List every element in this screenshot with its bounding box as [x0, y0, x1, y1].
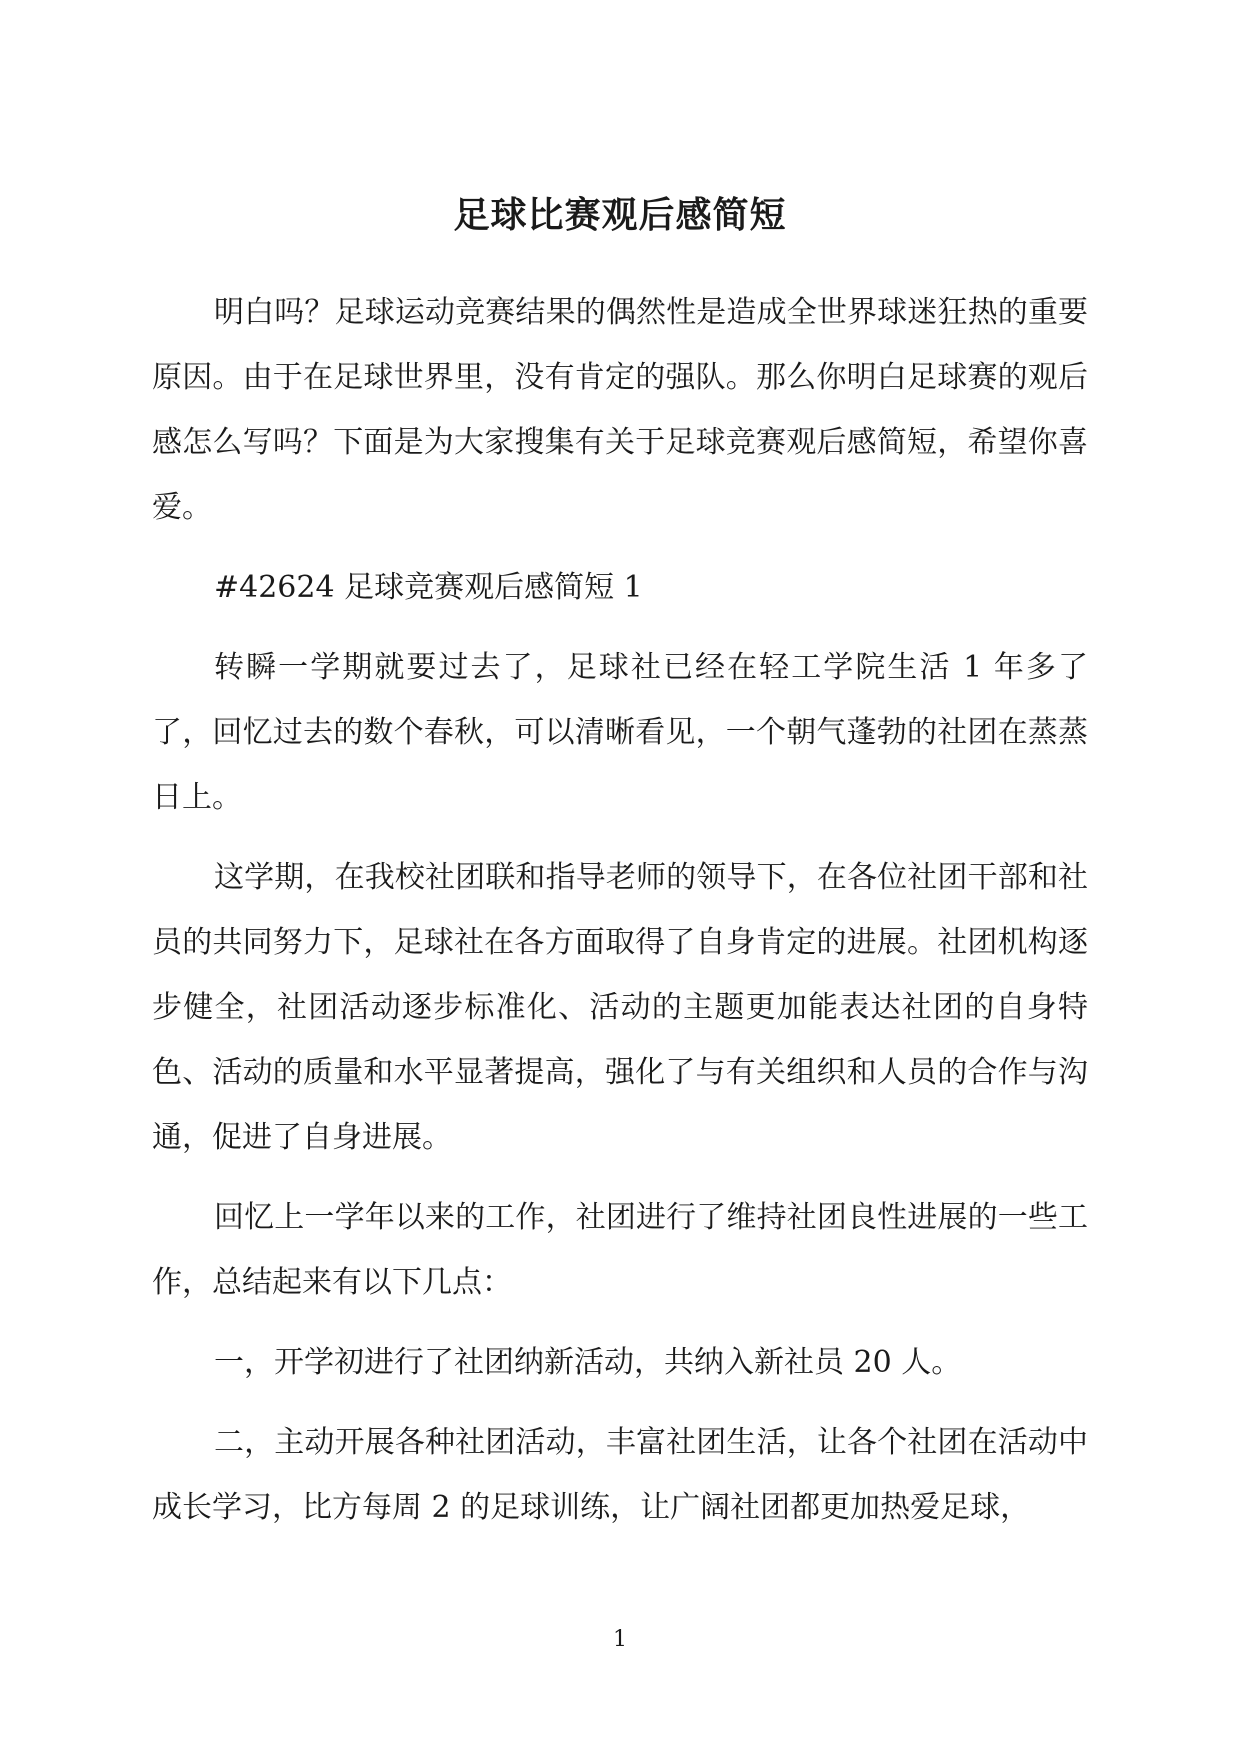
paragraph: 回忆上一学年以来的工作，社团进行了维持社团良性进展的一些工作，总结起来有以下几点： [152, 1200, 1088, 1300]
paragraph: 二，主动开展各种社团活动，丰富社团生活，让各个社团在活动中成长学习，比方每周 2 的足球训练，让广阔社团都更加热爱足球， [152, 1425, 1088, 1525]
paragraph-heading: #42624 足球竞赛观后感简短 1 [214, 570, 643, 605]
paragraph-intro: 明白吗？足球运动竞赛结果的偶然性是造成全世界球迷狂热的重要原因。由于在足球世界里，没有肯定的强队。那么你明白足球赛的观后感怎么写吗？下面是为大家搜集有关于足球竞赛观后感简短，希望你喜爱。 [152, 295, 1088, 525]
paragraph: 一，开学初进行了社团纳新活动，共纳入新社员 20 人。 [214, 1345, 962, 1380]
paragraph: 这学期，在我校社团联和指导老师的领导下，在各位社团干部和社员的共同努力下，足球社在各方面取得了自身肯定的进展。社团机构逐步健全，社团活动逐步标准化、活动的主题更加能表达社团的自身特色、活动的质量和水平显著提高，强化了与有关组织和人员的合作与沟通，促进了自身进展。 [152, 860, 1088, 1155]
paragraph: 转瞬一学期就要过去了，足球社已经在轻工学院生活 1 年多了了，回忆过去的数个春秋，可以清晰看见，一个朝气蓬勃的社团在蒸蒸日上。 [152, 650, 1088, 815]
page-number: 1 [613, 1627, 627, 1652]
document-title: 足球比赛观后感简短 [453, 194, 787, 236]
document-body [152, 280, 1088, 1555]
